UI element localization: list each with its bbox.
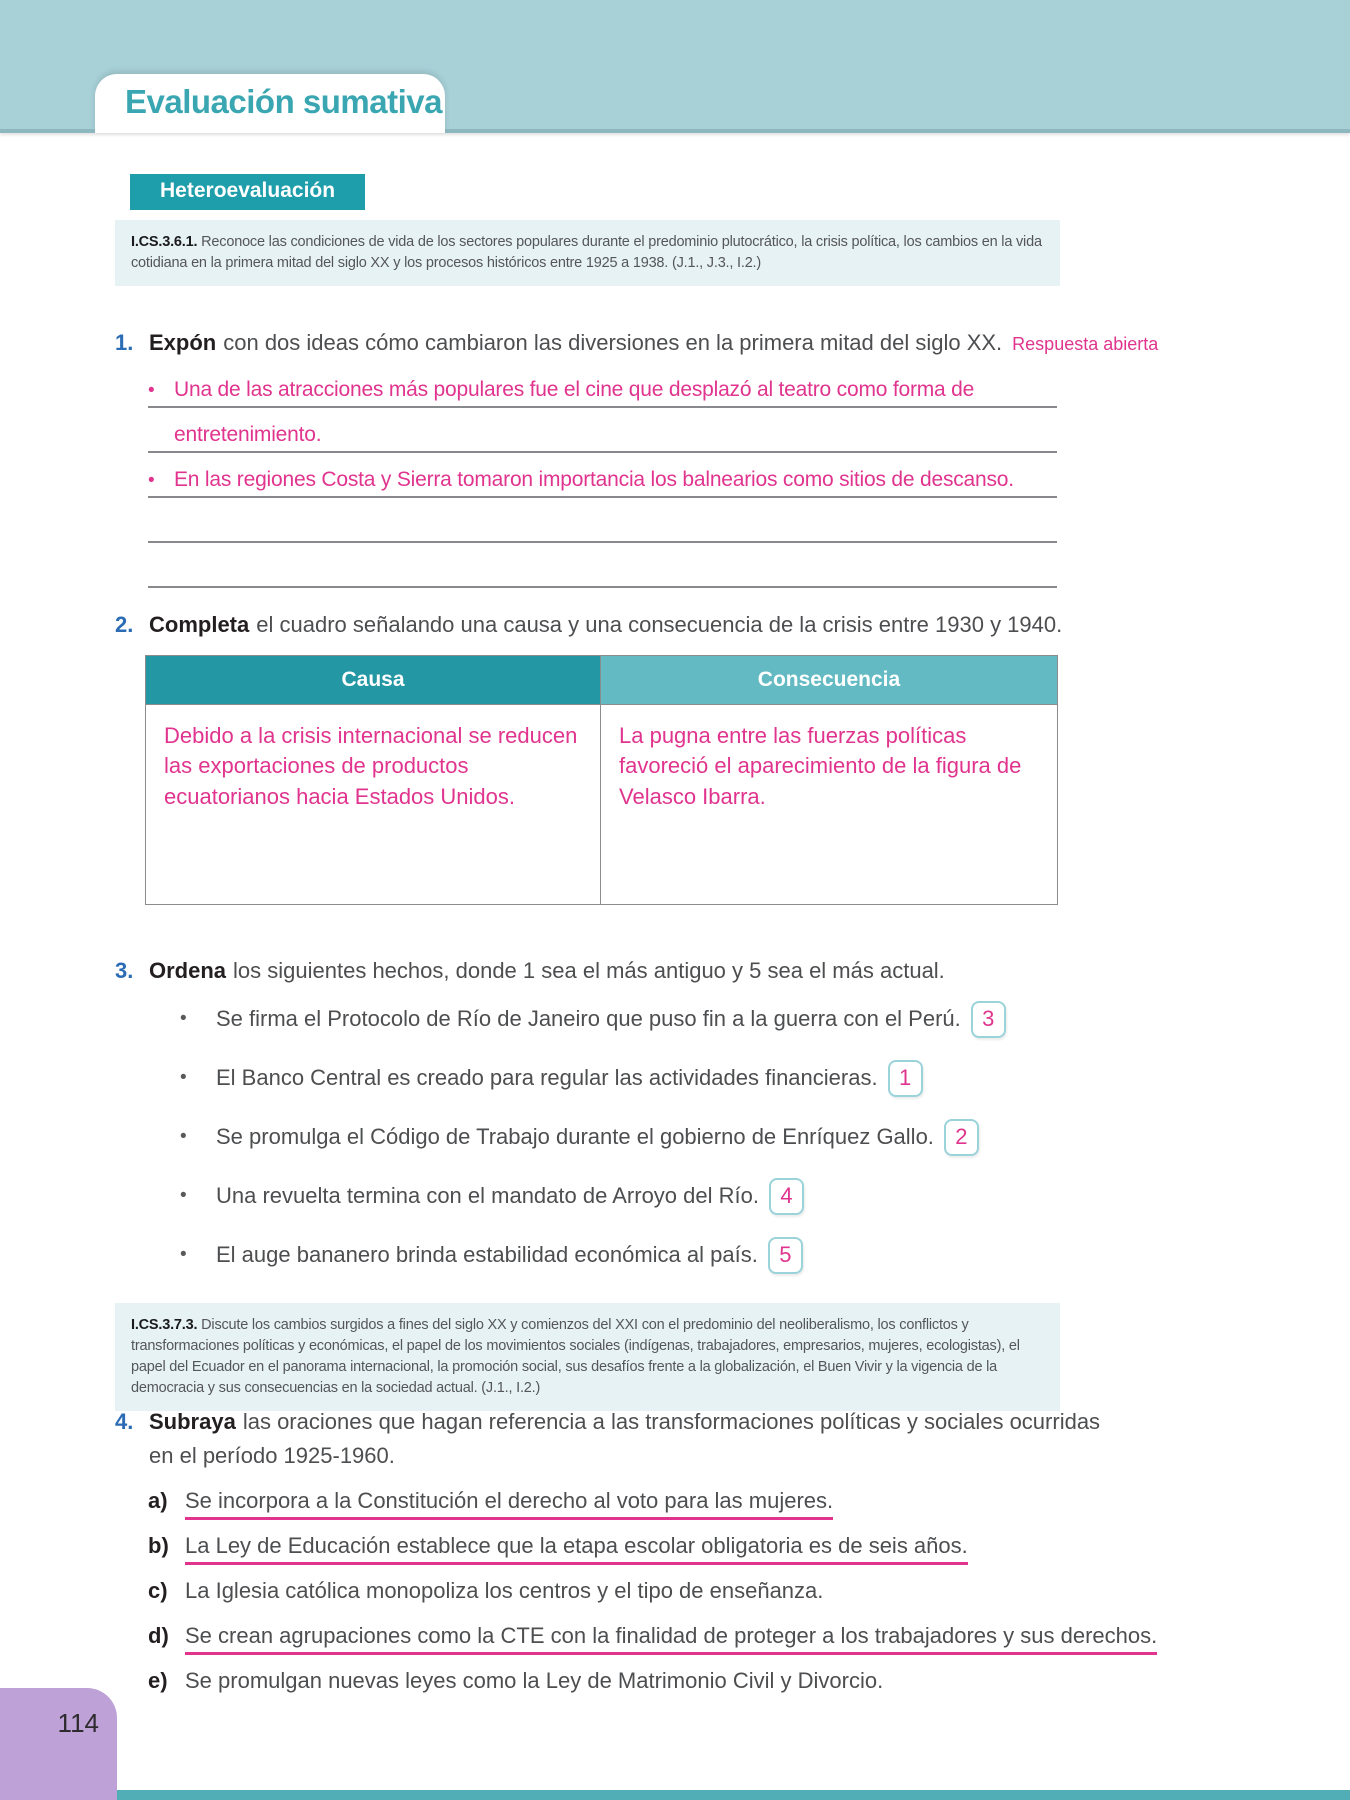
question-number: 2. — [115, 612, 134, 637]
option-row-a — [148, 1488, 1208, 1519]
heteroevaluacion-badge — [130, 174, 365, 210]
answer-line[interactable] — [148, 498, 1057, 543]
open-answer-note: Respuesta abierta — [1012, 334, 1159, 354]
page-number-tab — [0, 1688, 117, 1800]
ordering-item — [180, 1059, 1180, 1097]
answer-line[interactable] — [148, 408, 1057, 453]
indicator-code: I.CS.3.7.3. — [131, 1317, 198, 1333]
indicator-box-ics361 — [115, 220, 1060, 286]
item-text: El Banco Central es creado para regular las actividades financieras. — [216, 1065, 878, 1090]
answer-line[interactable] — [148, 363, 1057, 408]
option-text[interactable]: La Iglesia católica monopoliza los centros y el tipo de enseñanza. — [185, 1578, 824, 1603]
answer-bullet: • — [148, 470, 155, 491]
table-cell-causa[interactable]: Debido a la crisis internacional se reducen las exportaciones de productos ecuatorianos hacia Estados Unidos. — [146, 705, 601, 904]
option-text[interactable]: Se crean agrupaciones como la CTE con la finalidad de proteger a los trabajadores y sus derechos. — [185, 1623, 1157, 1655]
ordering-list — [180, 1000, 1180, 1295]
item-text: Se firma el Protocolo de Río de Janeiro que puso fin a la guerra con el Perú. — [216, 1006, 961, 1031]
order-answer-box[interactable] — [944, 1119, 979, 1156]
header-band — [0, 0, 1350, 133]
indicator-text: Reconoce las condiciones de vida de los sectores populares durante el predominio plutocrático, la crisis política, los cambios en la vida cotidiana en la primera mitad del siglo XX y los procesos históricos entre 1925 a 1938. (J.1., J.3., I.2.) — [131, 234, 1042, 272]
table-body-row — [146, 704, 1057, 904]
item-bullet: • — [180, 1067, 187, 1088]
question-4-header — [115, 1405, 1125, 1473]
question-3-header — [115, 958, 945, 984]
question-2-header — [115, 612, 1062, 638]
ordering-item — [180, 1236, 1180, 1274]
order-answer-box[interactable] — [768, 1237, 803, 1274]
item-text: Se promulga el Código de Trabajo durante el gobierno de Enríquez Gallo. — [216, 1124, 934, 1149]
option-letter: a) — [148, 1488, 168, 1513]
table-header-consecuencia: Consecuencia — [601, 656, 1057, 704]
bottom-edge-strip — [0, 1790, 1350, 1800]
option-row-b — [148, 1533, 1208, 1564]
answer-text: Una de las atracciones más populares fue el cine que desplazó al teatro como forma de — [174, 378, 975, 401]
question-text: Completa el cuadro señalando una causa y una consecuencia de la crisis entre 1930 y 1940. — [149, 612, 1063, 637]
answer-bullet: • — [148, 380, 155, 401]
question-1-header — [115, 330, 1158, 356]
badge-label: Heteroevaluación — [160, 179, 336, 202]
table-cell-consecuencia[interactable]: La pugna entre las fuerzas políticas favoreció el aparecimiento de la figura de Velasco Ibarra. — [619, 723, 1022, 809]
indicator-code: I.CS.3.6.1. — [131, 234, 198, 250]
order-answer-value: 4 — [780, 1183, 793, 1208]
item-bullet: • — [180, 1126, 187, 1147]
option-row-c — [148, 1578, 1208, 1609]
option-letter: c) — [148, 1578, 168, 1603]
order-answer-box[interactable] — [888, 1060, 923, 1097]
table-header-causa: Causa — [146, 656, 601, 704]
item-text: Una revuelta termina con el mandato de Arroyo del Río. — [216, 1183, 759, 1208]
question-text: Subraya las oraciones que hagan referencia a las transformaciones políticas y sociales ocurridas en el período 1925-1960. — [149, 1409, 1101, 1469]
order-answer-value: 5 — [779, 1242, 792, 1267]
order-answer-value: 2 — [955, 1124, 968, 1149]
answer-text: En las regiones Costa y Sierra tomaron importancia los balnearios como sitios de descanso. — [174, 468, 1014, 491]
title-tab — [95, 74, 445, 133]
option-letter: b) — [148, 1533, 169, 1558]
page-number: 114 — [57, 1708, 99, 1738]
order-answer-value: 1 — [898, 1065, 912, 1090]
item-bullet: • — [180, 1244, 187, 1265]
option-text[interactable]: Se incorpora a la Constitución el derecho al voto para las mujeres. — [185, 1488, 833, 1520]
option-text[interactable]: Se promulgan nuevas leyes como la Ley de Matrimonio Civil y Divorcio. — [185, 1668, 884, 1693]
item-text: El auge bananero brinda estabilidad económica al país. — [216, 1242, 758, 1267]
order-answer-box[interactable] — [971, 1001, 1006, 1038]
question-number: 1. — [115, 330, 134, 355]
item-bullet: • — [180, 1185, 187, 1206]
question-text: Expón con dos ideas cómo cambiaron las diversiones en la primera mitad del siglo XX. Respuesta abierta — [149, 330, 1159, 355]
answer-text: entretenimiento. — [174, 423, 322, 446]
answer-lines — [148, 363, 1057, 588]
order-answer-box[interactable] — [769, 1178, 804, 1215]
option-row-d — [148, 1623, 1208, 1654]
ordering-item — [180, 1118, 1180, 1156]
option-letter: e) — [148, 1668, 168, 1693]
ordering-item — [180, 1177, 1180, 1215]
question-number: 3. — [115, 958, 134, 983]
options-list — [148, 1488, 1208, 1713]
question-text: Ordena los siguientes hechos, donde 1 sea el más antiguo y 5 sea el más actual. — [149, 958, 945, 983]
option-letter: d) — [148, 1623, 169, 1648]
order-answer-value: 3 — [982, 1006, 995, 1031]
question-number: 4. — [115, 1409, 134, 1434]
option-row-e — [148, 1668, 1208, 1699]
indicator-box-ics373 — [115, 1303, 1060, 1411]
answer-line[interactable] — [148, 453, 1057, 498]
page-title: Evaluación sumativa — [125, 83, 442, 120]
option-text[interactable]: La Ley de Educación establece que la etapa escolar obligatoria es de seis años. — [185, 1533, 968, 1565]
table-header-row — [146, 656, 1057, 704]
item-bullet: • — [180, 1008, 187, 1029]
ordering-item — [180, 1000, 1180, 1038]
indicator-text: Discute los cambios surgidos a fines del siglo XX y comienzos del XXI con el predominio del neoliberalismo, los conflictos y transformaciones políticas y económicas, el papel de los movimientos sociales (indígenas, trabajadores, empresarios, mujeres, ecologistas), el papel del Ecuador en el panorama internacional, la promoción social, sus desafíos frente a la globalización, el Buen Vivir y la vigencia de la democracia y sus consecuencias en la sociedad actual. (J.1., I.2.) — [131, 1317, 1020, 1397]
answer-line[interactable] — [148, 543, 1057, 588]
causa-consecuencia-table — [145, 655, 1058, 905]
